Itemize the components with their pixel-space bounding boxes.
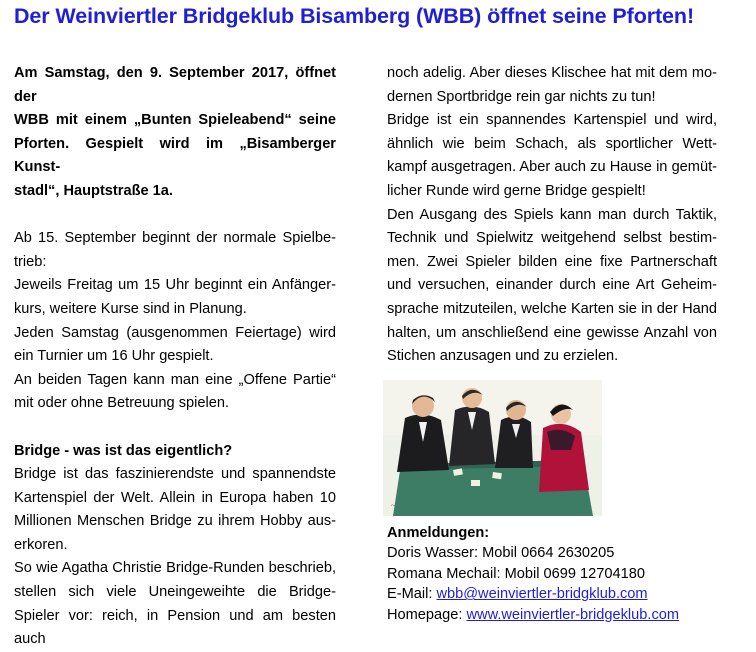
bridge-text-line: So wie Agatha Christie Bridge-Runden beschrieb, bbox=[14, 560, 336, 577]
right-text-line: kampf ausgetragen. Aber auch zu Hause in gemüt- bbox=[387, 159, 717, 176]
homepage-row bbox=[387, 605, 747, 625]
bridge-text-line: erkoren. bbox=[14, 536, 68, 553]
right-text-line: Technik und Spielwitz weitgehend selbst bestim- bbox=[387, 230, 717, 247]
right-text-line: halten, um anschließend eine gewisse Anzahl von bbox=[387, 324, 717, 341]
right-text-line: Bridge ist ein spannendes Kartenspiel und wird, bbox=[387, 112, 717, 129]
right-text-line: licher Runde wird gerne Bridge gespielt! bbox=[387, 182, 646, 199]
contact-person-2: Romana Mechail: Mobil 0699 12704180 bbox=[387, 565, 645, 582]
intro-line: stadl“, Hauptstraße 1a. bbox=[14, 182, 173, 199]
bridge-text-line: Kartenspiel der Welt. Allein in Europa haben 10 bbox=[14, 489, 336, 506]
homepage-link[interactable]: www.weinviertler-bridgeklub.com bbox=[466, 606, 680, 623]
intro-line: Am Samstag, den 9. September 2017, öffnet der bbox=[14, 65, 336, 105]
right-text-line: dernen Sportbridge rein gar nichts zu tun! bbox=[387, 88, 656, 105]
right-text-line: und versuchen, einander durch eine Art Geheim- bbox=[387, 277, 717, 294]
page-title: Der Weinviertler Bridgeklub Bisamberg (WBB) öffnet seine Pforten! bbox=[14, 4, 695, 28]
schedule-line: kurs, weitere Kurse sind in Planung. bbox=[14, 300, 247, 317]
bridge-text-line: Millionen Menschen Bridge zu ihrem Hobby aus- bbox=[14, 513, 336, 530]
bridge-text-line: Bridge ist das faszinierendste und spannendste bbox=[14, 466, 336, 483]
right-text-line: men. Zwei Spieler bilden eine fixe Partnerschaft bbox=[387, 253, 717, 270]
schedule-line: trieb: bbox=[14, 253, 47, 270]
schedule-line: An beiden Tagen kann man eine „Offene Partie“ bbox=[14, 371, 336, 388]
schedule-line: Jeden Samstag (ausgenommen Feiertage) wird bbox=[14, 324, 336, 341]
schedule-line: Ab 15. September beginnt der normale Spielbe- bbox=[14, 230, 336, 247]
schedule-line: ein Turnier um 16 Uhr gespielt. bbox=[14, 348, 214, 365]
left-column bbox=[14, 62, 336, 652]
right-text-line: Den Ausgang des Spiels kann man durch Taktik, bbox=[387, 206, 717, 223]
email-link[interactable]: wbb@weinviertler-bridgklub.com bbox=[436, 586, 648, 603]
intro-line: Pforten. Gespielt wird im „Bisamberger Kunst- bbox=[14, 135, 336, 176]
email-row bbox=[387, 584, 747, 604]
contact-person-1: Doris Wasser: Mobil 0664 2630205 bbox=[387, 545, 615, 562]
schedule-line: mit oder ohne Betreuung spielen. bbox=[14, 395, 229, 412]
schedule-line: Jeweils Freitag um 15 Uhr beginnt ein Anfänger- bbox=[14, 277, 336, 294]
registration-block bbox=[387, 523, 747, 625]
bridge-text-line: stellen sich viele Uneingeweihte die Bridge- bbox=[14, 584, 336, 601]
right-text-line: ähnlich wie beim Schach, als sportlicher Wett- bbox=[387, 135, 717, 152]
registration-heading: Anmeldungen: bbox=[387, 525, 490, 541]
right-text-line: sprache mitzuteilen, welche Karten sie in der Hand bbox=[387, 300, 717, 317]
right-column bbox=[387, 62, 717, 369]
intro-line: WBB mit einem „Bunten Spieleabend“ seine bbox=[14, 112, 336, 129]
right-text-line: noch adelig. Aber dieses Klischee hat mit dem mo- bbox=[387, 65, 717, 81]
email-label: E-Mail: bbox=[387, 586, 437, 603]
svg-text:~: ~ bbox=[391, 501, 396, 510]
bridge-players-illustration bbox=[383, 380, 602, 516]
bridge-text-line: Spieler vor: reich, in Pension und am besten auch bbox=[14, 607, 336, 648]
right-text-line: Stichen anzusagen und zu erzielen. bbox=[387, 348, 619, 365]
homepage-label: Homepage: bbox=[387, 606, 467, 623]
section-heading: Bridge - was ist das eigentlich? bbox=[14, 442, 233, 459]
